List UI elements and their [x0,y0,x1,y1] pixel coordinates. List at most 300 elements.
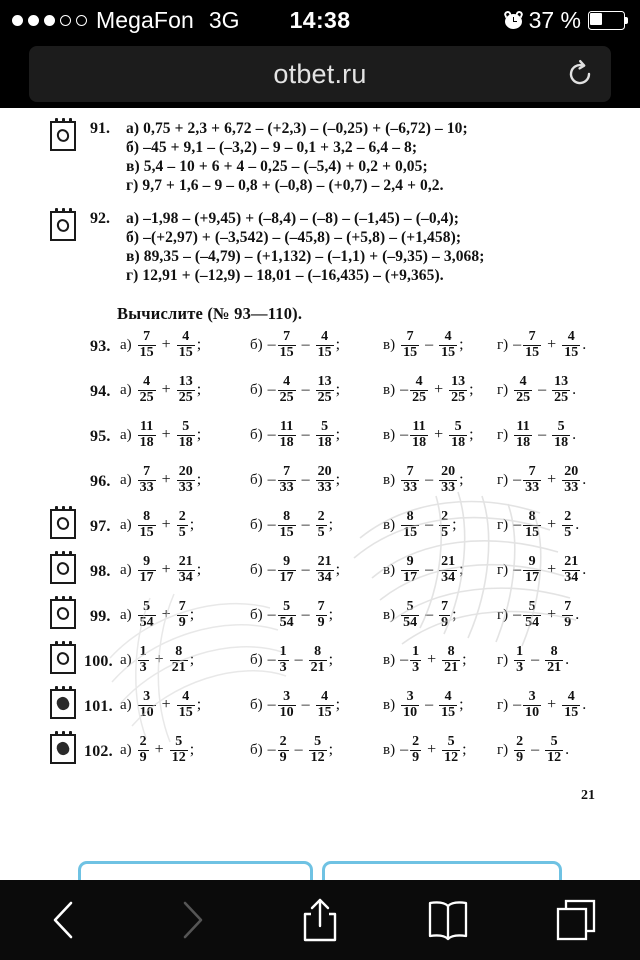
operator: + [161,471,171,488]
exercise-part [250,690,340,720]
notebook-icon [50,641,80,675]
fraction: $\frac{13}{25}$ [451,374,466,405]
operator: + [547,516,557,533]
terminator: ; [462,741,467,758]
exercise-part [383,330,464,360]
forward-button[interactable] [128,880,256,960]
address-bar[interactable] [29,46,611,102]
exercise-part [250,555,340,585]
expression-text: 9,7 + 1,6 – 9 – 0,8 + (–0,8) – (+0,7) – 2,4 + 0,2. [142,177,444,194]
exercise-part [383,690,464,720]
battery-icon [588,11,628,30]
fraction: $\frac{13}{25}$ [554,374,569,405]
terminator: ; [452,516,457,533]
part-label: в) [126,248,140,265]
terminator: ; [335,336,341,353]
fraction: $\frac{8}{15}$ [139,509,154,540]
operator: – [425,516,434,533]
url-text[interactable]: otbet.ru [273,58,367,89]
exercise-part [250,645,333,675]
exercise-part [497,555,586,585]
operator: + [161,696,171,713]
terminator: ; [459,696,464,713]
operator: + [154,651,164,668]
terminator: ; [328,741,334,758]
terminator: ; [189,741,195,758]
exercise-part [383,645,467,675]
terminator: . [582,696,587,713]
notebook-icon [50,118,80,152]
exercise-part [120,555,201,585]
terminator: ; [189,651,195,668]
fraction: $\frac{21}{34}$ [317,554,332,585]
fraction: $\frac{5}{18}$ [178,419,193,450]
part-label: г) [497,741,509,758]
terminator: ; [459,336,464,353]
alarm-clock-icon [505,12,522,29]
part-label: г) [497,561,509,578]
operator: + [547,696,557,713]
part-label: а) [120,741,132,758]
terminator: ; [452,606,457,623]
part-label: б) [250,426,263,443]
part-label: г) [497,651,509,668]
fraction: $\frac{7}{15}$ [525,329,540,360]
exercise-part [497,600,579,630]
fraction: $\frac{13}{25}$ [178,374,193,405]
terminator: . [575,516,580,533]
exercise-line [126,229,461,247]
fraction: $\frac{3}{10}$ [403,689,418,720]
exercise-part [120,645,194,675]
operator: – [538,381,547,398]
tabs-icon [553,897,599,943]
exercise-number: 101. [84,698,113,715]
fraction: $\frac{5}{18}$ [451,419,466,450]
fraction: $\frac{9}{17}$ [403,554,418,585]
fraction: $\frac{1}{3}$ [139,644,147,675]
operator: + [427,651,437,668]
terminator: ; [189,516,195,533]
leading-sign: – [267,516,276,533]
leading-sign: – [267,426,276,443]
exercise-part [383,735,467,765]
terminator: . [582,561,587,578]
terminator: . [572,426,577,443]
part-label: г) [497,696,509,713]
part-label: в) [383,606,396,623]
notebook-icon [50,208,80,242]
tabs-button[interactable] [512,880,640,960]
fraction: $\frac{21}{34}$ [178,554,193,585]
fraction: $\frac{4}{15}$ [178,689,193,720]
operator: + [547,336,557,353]
operator: – [301,516,310,533]
exercise-part [250,330,340,360]
chevron-right-icon [175,898,209,942]
fraction: $\frac{7}{9}$ [178,599,186,630]
exercise-part [120,375,201,405]
fraction: $\frac{5}{54}$ [139,599,154,630]
leading-sign: – [400,651,409,668]
fraction: $\frac{21}{34}$ [441,554,456,585]
terminator: ; [189,606,195,623]
fraction: $\frac{1}{3}$ [412,644,420,675]
operator: – [425,696,434,713]
operator: + [434,381,444,398]
bookmarks-button[interactable] [384,880,512,960]
fraction: $\frac{5}{12}$ [444,734,459,765]
fraction: $\frac{20}{33}$ [564,464,579,495]
part-label: б) [250,516,263,533]
leading-sign: – [400,741,409,758]
part-label: в) [383,741,396,758]
fraction: $\frac{9}{17}$ [279,554,294,585]
exercise-part [250,600,333,630]
exercise-part [120,330,201,360]
operator: – [301,381,310,398]
operator: + [427,741,437,758]
fraction: $\frac{7}{33}$ [403,464,418,495]
part-label: б) [250,471,263,488]
notebook-dark-icon [50,731,80,765]
leading-sign: – [513,606,522,623]
fraction: $\frac{2}{9}$ [412,734,420,765]
fraction: $\frac{1}{3}$ [279,644,287,675]
terminator: . [582,336,587,353]
part-label: а) [120,651,132,668]
operator: – [301,336,310,353]
operator: + [161,516,171,533]
fraction: $\frac{20}{33}$ [317,464,332,495]
terminator: ; [328,516,334,533]
expression-text: –(+2,97) + (–3,542) – (–45,8) – (+5,8) – (+1,458); [143,229,462,246]
operator: + [154,741,164,758]
part-label: в) [383,426,396,443]
leading-sign: – [400,426,409,443]
fraction: $\frac{5}{54}$ [403,599,418,630]
part-label: а) [120,426,132,443]
exercise-line [126,210,459,228]
part-label: а) [120,381,132,398]
terminator: . [565,651,570,668]
section-title: Вычислите (№ 93—110). [117,304,303,323]
terminator: ; [335,381,341,398]
browser-toolbar-bottom [0,880,640,960]
exercise-part [383,600,457,630]
terminator: ; [196,561,202,578]
part-label: а) [120,561,132,578]
leading-sign: – [267,741,276,758]
exercise-part [497,375,576,405]
status-bar-left [0,7,240,34]
network-type-label: 3G [208,6,240,33]
fraction: $\frac{7}{9}$ [441,599,449,630]
exercise-part [120,420,201,450]
status-bar [0,0,640,40]
fraction: $\frac{5}{18}$ [554,419,569,450]
operator: – [425,561,434,578]
part-label: г) [497,426,509,443]
fraction: $\frac{7}{33}$ [139,464,154,495]
browser-chrome-top [0,40,640,108]
exercise-number: 102. [84,743,113,760]
part-label: б) [250,741,263,758]
terminator: ; [335,561,341,578]
leading-sign: – [513,336,522,353]
part-label: в) [383,336,396,353]
back-button[interactable] [0,880,128,960]
part-label: б) [250,561,263,578]
part-label: г) [126,267,139,284]
fraction: $\frac{2}{9}$ [279,734,287,765]
exercise-number: 93. [90,338,111,355]
exercise-part [383,555,464,585]
part-label: г) [497,336,509,353]
fraction: $\frac{5}{54}$ [525,599,540,630]
book-icon [424,898,472,942]
expression-text: –45 + 9,1 – (–3,2) – 9 – 0,1 + 3,2 – 6,4 – 8; [143,139,418,156]
operator: – [425,471,434,488]
fraction: $\frac{4}{15}$ [441,689,456,720]
exercise-part [383,465,464,495]
exercise-number: 99. [90,608,111,625]
part-label: а) [126,120,140,137]
battery-percent-label: 37 % [528,6,581,33]
exercise-number: 92. [90,210,110,227]
exercise-line [126,120,468,138]
fraction: $\frac{20}{33}$ [441,464,456,495]
fraction: $\frac{4}{15}$ [441,329,456,360]
exercise-part [497,690,586,720]
fraction: $\frac{4}{25}$ [516,374,531,405]
fraction: $\frac{3}{10}$ [279,689,294,720]
terminator: ; [196,381,202,398]
fraction: $\frac{4}{25}$ [139,374,154,405]
terminator: ; [196,471,202,488]
fraction: $\frac{5}{12}$ [171,734,186,765]
leading-sign: – [513,471,522,488]
fraction: $\frac{8}{15}$ [403,509,418,540]
part-label: б) [250,381,263,398]
terminator: . [565,741,570,758]
fraction: $\frac{4}{15}$ [317,689,332,720]
part-label: б) [126,139,140,156]
fraction: $\frac{8}{21}$ [444,644,459,675]
fraction: $\frac{8}{21}$ [171,644,186,675]
fraction: $\frac{7}{15}$ [279,329,294,360]
terminator: ; [459,471,464,488]
leading-sign: – [267,606,276,623]
exercise-number: 98. [90,563,111,580]
fraction: $\frac{7}{33}$ [525,464,540,495]
carrier-label: MegaFon [96,6,194,33]
fraction: $\frac{7}{15}$ [139,329,154,360]
fraction: $\frac{5}{54}$ [279,599,294,630]
operator: + [161,381,171,398]
part-label: в) [383,516,396,533]
operator: – [538,426,547,443]
fraction: $\frac{2}{9}$ [516,734,524,765]
fraction: $\frac{2}{5}$ [441,509,449,540]
fraction: $\frac{1}{3}$ [516,644,524,675]
part-label: а) [120,516,132,533]
leading-sign: – [267,651,276,668]
terminator: . [575,606,580,623]
part-label: в) [383,696,396,713]
exercise-part [383,510,457,540]
part-label: а) [120,471,132,488]
exercise-part [120,600,194,630]
expression-text: 0,75 + 2,3 + 6,72 – (+2,3) – (–0,25) + (–6,72) – 10; [143,120,468,137]
fraction: $\frac{5}{18}$ [317,419,332,450]
terminator: ; [328,606,334,623]
operator: + [547,561,557,578]
chevron-left-icon [47,898,81,942]
exercise-part [383,375,474,405]
fraction: $\frac{21}{34}$ [564,554,579,585]
fraction: $\frac{11}{18}$ [279,419,294,450]
part-label: б) [126,229,140,246]
part-label: в) [383,381,396,398]
fraction: $\frac{9}{17}$ [525,554,540,585]
fraction: $\frac{13}{25}$ [317,374,332,405]
exercise-line [126,248,485,266]
fraction: $\frac{8}{15}$ [279,509,294,540]
fraction: $\frac{3}{10}$ [525,689,540,720]
notebook-dark-icon [50,686,80,720]
leading-sign: – [267,696,276,713]
exercise-number: 96. [90,473,111,490]
fraction: $\frac{4}{15}$ [564,329,579,360]
terminator: ; [462,651,467,668]
exercise-number: 97. [90,518,111,535]
leading-sign: – [267,381,276,398]
operator: – [531,741,540,758]
clock-label: 14:38 [289,6,351,33]
status-bar-right [505,0,628,40]
fraction: $\frac{7}{9}$ [564,599,572,630]
exercise-number: 91. [90,120,110,137]
exercise-part [120,735,194,765]
exercise-part [250,375,340,405]
fraction: $\frac{8}{21}$ [547,644,562,675]
fraction: $\frac{7}{9}$ [317,599,325,630]
operator: + [161,426,171,443]
fraction: $\frac{9}{17}$ [139,554,154,585]
part-label: в) [126,158,140,175]
terminator: ; [328,651,334,668]
operator: + [434,426,444,443]
part-label: б) [250,651,263,668]
notebook-icon [50,506,80,540]
leading-sign: – [267,336,276,353]
exercise-part [120,690,201,720]
web-page-content[interactable] [0,108,640,898]
fraction: $\frac{11}{18}$ [139,419,154,450]
terminator: ; [335,696,341,713]
fraction: $\frac{11}{18}$ [516,419,531,450]
leading-sign: – [400,381,409,398]
operator: – [294,741,303,758]
notebook-icon [50,551,80,585]
share-button[interactable] [256,880,384,960]
part-label: б) [250,696,263,713]
exercise-part [497,510,579,540]
part-label: а) [120,606,132,623]
fraction: $\frac{4}{25}$ [412,374,427,405]
terminator: ; [196,336,202,353]
fraction: $\frac{5}{12}$ [310,734,325,765]
operator: – [301,696,310,713]
exercise-part [383,420,474,450]
part-label: б) [250,336,263,353]
fraction: $\frac{3}{10}$ [139,689,154,720]
exercise-part [120,510,194,540]
exercise-line [126,139,417,157]
fraction: $\frac{8}{21}$ [310,644,325,675]
fraction: $\frac{2}{5}$ [564,509,572,540]
operator: – [425,606,434,623]
terminator: ; [469,426,474,443]
exercise-part [250,465,340,495]
part-label: г) [497,516,509,533]
exercise-number: 95. [90,428,111,445]
operator: + [161,606,171,623]
exercise-part [120,465,201,495]
part-label: в) [383,471,396,488]
exercise-part [497,645,569,675]
terminator: ; [459,561,464,578]
terminator: . [582,471,587,488]
part-label: а) [120,336,132,353]
fraction: $\frac{7}{15}$ [403,329,418,360]
fraction: $\frac{2}{5}$ [178,509,186,540]
fraction: $\frac{4}{15}$ [317,329,332,360]
exercise-number: 100. [84,653,113,670]
operator: – [301,471,310,488]
expression-text: 5,4 – 10 + 6 + 4 – 0,25 – (–5,4) + 0,2 + 0,05; [143,158,428,175]
signal-strength-icon [12,15,87,26]
operator: – [301,606,310,623]
exercise-part [497,420,576,450]
part-label: в) [383,561,396,578]
terminator: ; [335,471,341,488]
expression-text: 89,35 – (–4,79) – (+1,132) – (–1,1) + (–9,35) – 3,068; [143,248,485,265]
exercise-part [250,735,333,765]
part-label: г) [497,606,509,623]
operator: + [547,471,557,488]
leading-sign: – [513,696,522,713]
terminator: ; [469,381,474,398]
fraction: $\frac{8}{15}$ [525,509,540,540]
terminator: ; [335,426,341,443]
fraction: $\frac{20}{33}$ [178,464,193,495]
leading-sign: – [513,561,522,578]
operator: – [294,651,303,668]
reload-icon[interactable] [565,59,595,89]
exercise-line [126,267,444,285]
part-label: г) [497,381,509,398]
operator: – [301,426,310,443]
operator: – [425,336,434,353]
leading-sign: – [267,561,276,578]
exercise-part [497,465,586,495]
fraction: $\frac{4}{15}$ [564,689,579,720]
fraction: $\frac{11}{18}$ [412,419,427,450]
fraction: $\frac{7}{33}$ [279,464,294,495]
fraction: $\frac{2}{9}$ [139,734,147,765]
